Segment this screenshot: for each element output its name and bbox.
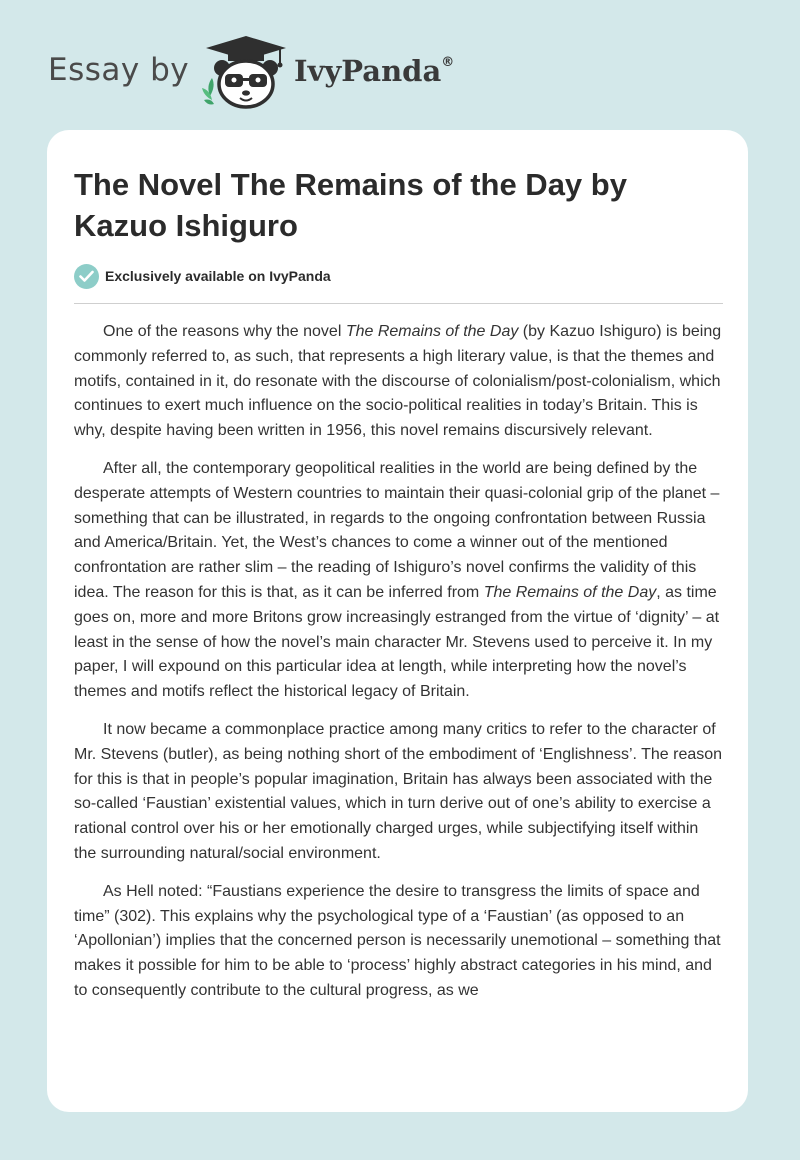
registered-mark: ® — [441, 55, 455, 71]
essay-title: The Novel The Remains of the Day by Kazuo Ishiguro — [74, 167, 627, 243]
panda-logo-icon[interactable] — [200, 34, 292, 110]
essay-paragraph: It now became a commonplace practice among many critics to refer to the character of Mr. Stevens (butler), as being nothing short of the embodiment of ‘Englishness’. The reason for this is that in people’s popular imagination, Britain has always been associated with the so-called ‘Faustian’ existential values, which in turn derive out of one’s ability to exercise a rational control over his or her emotionally charged urges, while subjectifying itself within the surrounding natural/social environment. — [74, 720, 723, 862]
check-circle-icon — [74, 264, 99, 289]
essay-paragraph: As Hell noted: “Faustians experience the desire to transgress the limits of space and time” (302). This explains why the psychological type of a ‘Faustian’ (as opposed to an ‘Apollonian’) implies that the concerned person is necessarily unemotional – something that makes it possible for him to be able to ‘process’ highly abstract categories in his mind, and to consequently contribute to the cultural progress, as we — [74, 882, 721, 999]
essay-card — [47, 130, 748, 1112]
essay-body — [74, 320, 724, 1017]
essay-paragraph: One of the reasons why the novel The Remains of the Day (by Kazuo Ishiguro) is being commonly referred to, as such, that represents a high literary value, is that the themes and motifs, contained in it, do resonate with the discourse of colonialism/post-colonialism, which continues to exert much influence on the socio-political realities in today’s Britain. This is why, despite having been written in 1956, this novel remains discursively relevant. — [74, 323, 722, 440]
brand-prefix: Essay by — [48, 52, 190, 88]
site-header — [48, 34, 748, 114]
exclusive-badge-label: Exclusively available on IvyPanda — [105, 268, 331, 284]
essay-paragraph: After all, the contemporary geopolitical realities in the world are being defined by the desperate attempts of Western countries to maintain their quasi-colonial grip of the planet – something that can be illustrated, in regards to the ongoing confrontation between Russia and America/Britain. Yet, the West’s chances to come a winner out of the mentioned confrontation are rather slim – the reading of Ishiguro’s novel confirms the validity of this idea. The reason for this is that, as it can be inferred from The Remains of the Day, as time goes on, more and more Britons grow increasingly estranged from the virtue of ‘dignity’ – at least in the sense of how the novel’s main character Mr. Stevens used to perceive it. In my paper, I will expound on this particular idea at length, while interpreting how the novel’s themes and motifs reflect the historical legacy of Britain. — [74, 459, 720, 701]
brand-name-text: IvyPanda — [294, 54, 442, 88]
book-title-italic: The Remains of the Day — [483, 583, 657, 601]
book-title-italic: The Remains of the Day — [345, 323, 519, 340]
exclusive-badge — [74, 263, 331, 289]
brand-name[interactable] — [294, 54, 454, 88]
title-divider — [74, 303, 723, 304]
